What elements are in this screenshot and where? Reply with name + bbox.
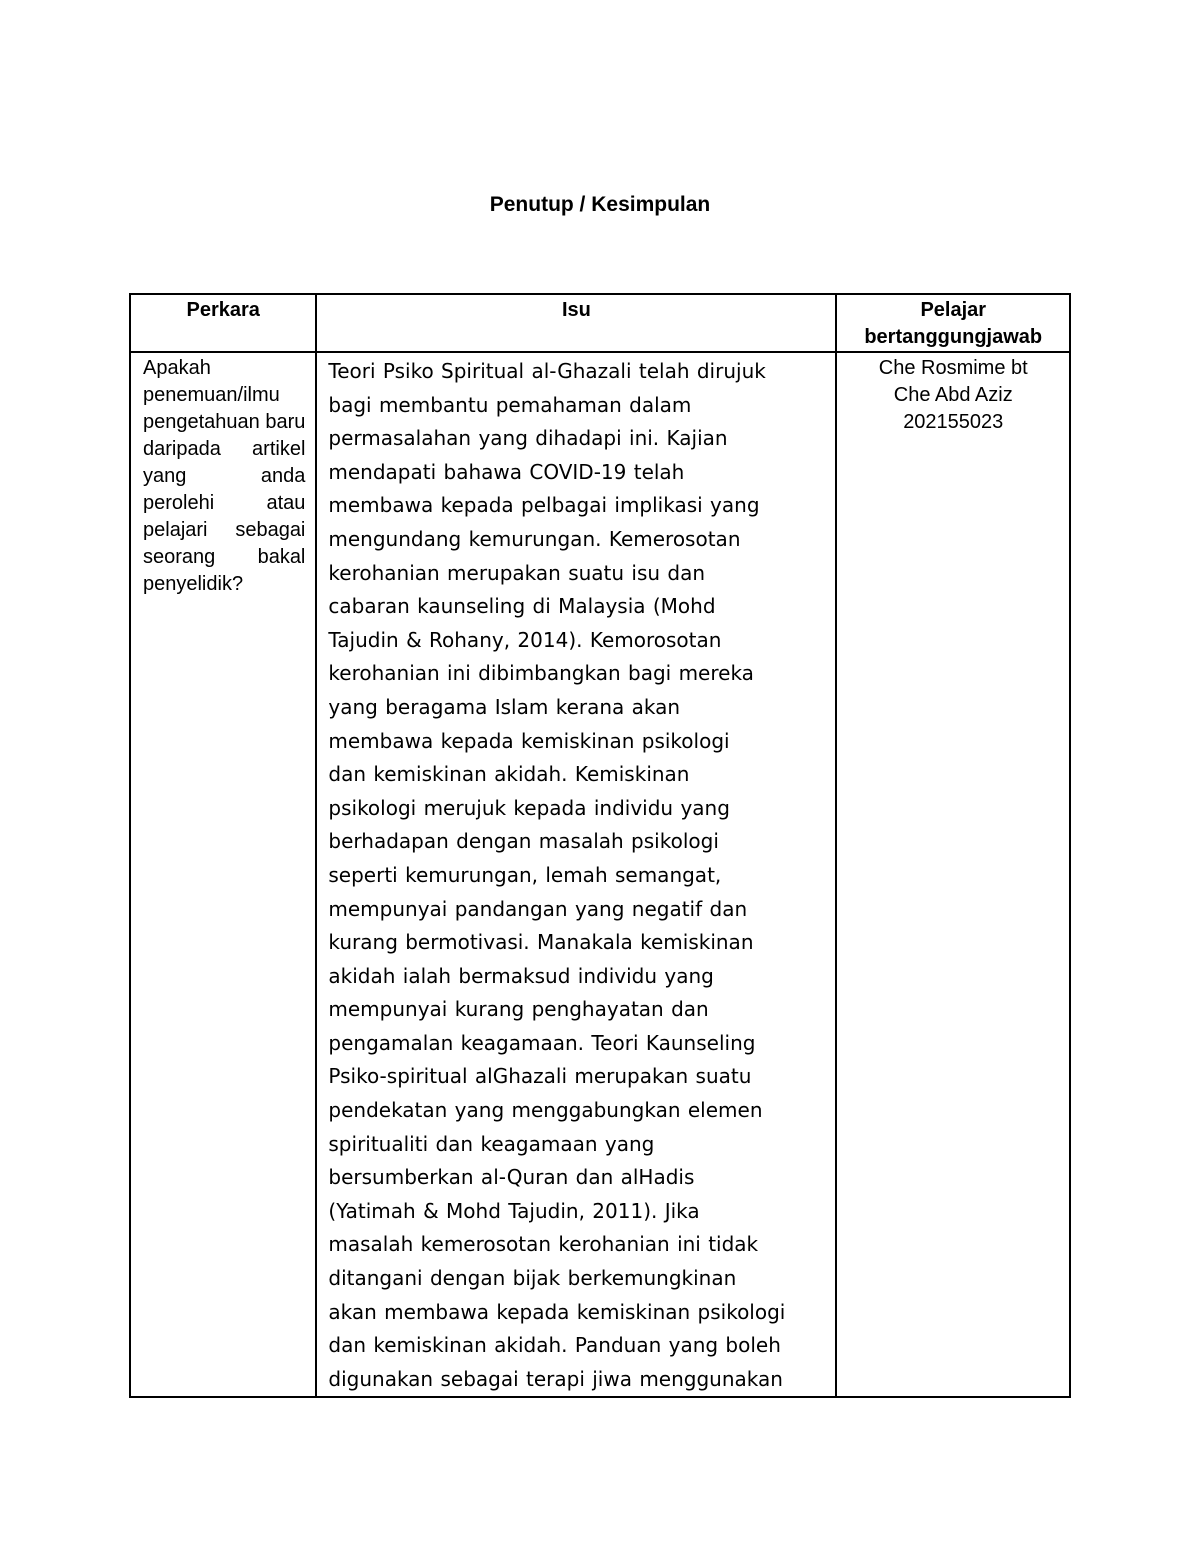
isu-line: psikologi merujuk kepada individu yang <box>328 795 730 820</box>
isu-line: bersumberkan al-Quran dan alHadis <box>328 1165 695 1190</box>
isu-line: permasalahan yang dihadapi ini. Kajian <box>328 426 728 451</box>
header-pelajar: Pelajar bertanggungjawab <box>836 294 1070 352</box>
page-title: Penutup / Kesimpulan <box>489 193 711 216</box>
isu-line: kurang bermotivasi. Manakala kemiskinan <box>328 930 754 955</box>
isu-line: mengundang kemurungan. Kemerosotan <box>328 526 741 551</box>
isu-line: Teori Psiko Spiritual al-Ghazali telah dirujuk <box>328 359 766 383</box>
isu-line: digunakan sebagai terapi jiwa menggunakan <box>328 1366 783 1391</box>
isu-line: pendekatan yang menggabungkan elemen <box>328 1098 763 1123</box>
header-perkara: Perkara <box>130 294 316 352</box>
isu-line: ditangani dengan bijak berkemungkinan <box>328 1266 737 1291</box>
isu-line: dan kemiskinan akidah. Panduan yang boleh <box>328 1333 781 1358</box>
isu-line: dan kemiskinan akidah. Kemiskinan <box>328 762 690 787</box>
table-row <box>130 352 1070 1397</box>
isu-line: spiritualiti dan keagamaan yang <box>328 1131 655 1156</box>
isu-line: bagi membantu pemahaman dalam <box>328 392 692 417</box>
isu-line: pengamalan keagamaan. Teori Kaunseling <box>328 1030 756 1055</box>
isu-line: yang beragama Islam kerana akan <box>328 694 681 719</box>
isu-line: kerohanian ini dibimbangkan bagi mereka <box>328 661 754 686</box>
responsible-student <box>837 353 1069 436</box>
cell-isu <box>316 352 836 1397</box>
isu-line: seperti kemurungan, lemah semangat, <box>328 862 722 887</box>
summary-table <box>129 293 1071 1398</box>
isu-line: mendapati bahawa COVID-19 telah <box>328 459 685 484</box>
header-isu: Isu <box>316 294 836 352</box>
isu-line: akidah ialah bermaksud individu yang <box>328 963 714 988</box>
isu-line: mempunyai pandangan yang negatif dan <box>328 896 748 921</box>
student-id: 202155023 <box>903 411 1004 433</box>
isu-line: berhadapan dengan masalah psikologi <box>328 829 719 854</box>
isu-line: masalah kemerosotan kerohanian ini tidak <box>328 1232 759 1257</box>
student-name-line2: Che Abd Aziz <box>893 384 1013 406</box>
table-header-row <box>130 294 1070 352</box>
cell-perkara <box>130 352 316 1397</box>
isu-line: Tajudin & Rohany, 2014). Kemorosotan <box>328 627 722 652</box>
isu-line: cabaran kaunseling di Malaysia (Mohd <box>328 594 716 619</box>
isu-line: kerohanian merupakan suatu isu dan <box>328 560 706 585</box>
isu-line: (Yatimah & Mohd Tajudin, 2011). Jika <box>328 1198 700 1223</box>
cell-pelajar <box>836 352 1070 1397</box>
student-name-line1: Che Rosmime bt <box>878 357 1028 379</box>
isu-paragraph <box>317 353 835 1396</box>
isu-line: Psiko-spiritual alGhazali merupakan suatu <box>328 1064 752 1089</box>
isu-line: membawa kepada pelbagai implikasi yang <box>328 493 760 518</box>
isu-line: akan membawa kepada kemiskinan psikologi <box>328 1299 786 1324</box>
perkara-question: Apakah penemuan/ilmu pengetahuan baru daripada artikel yang anda perolehi atau pelajari sebagai seorang bakal penyelidik? <box>143 357 306 595</box>
isu-line: mempunyai kurang penghayatan dan <box>328 997 709 1022</box>
isu-line: membawa kepada kemiskinan psikologi <box>328 728 730 753</box>
